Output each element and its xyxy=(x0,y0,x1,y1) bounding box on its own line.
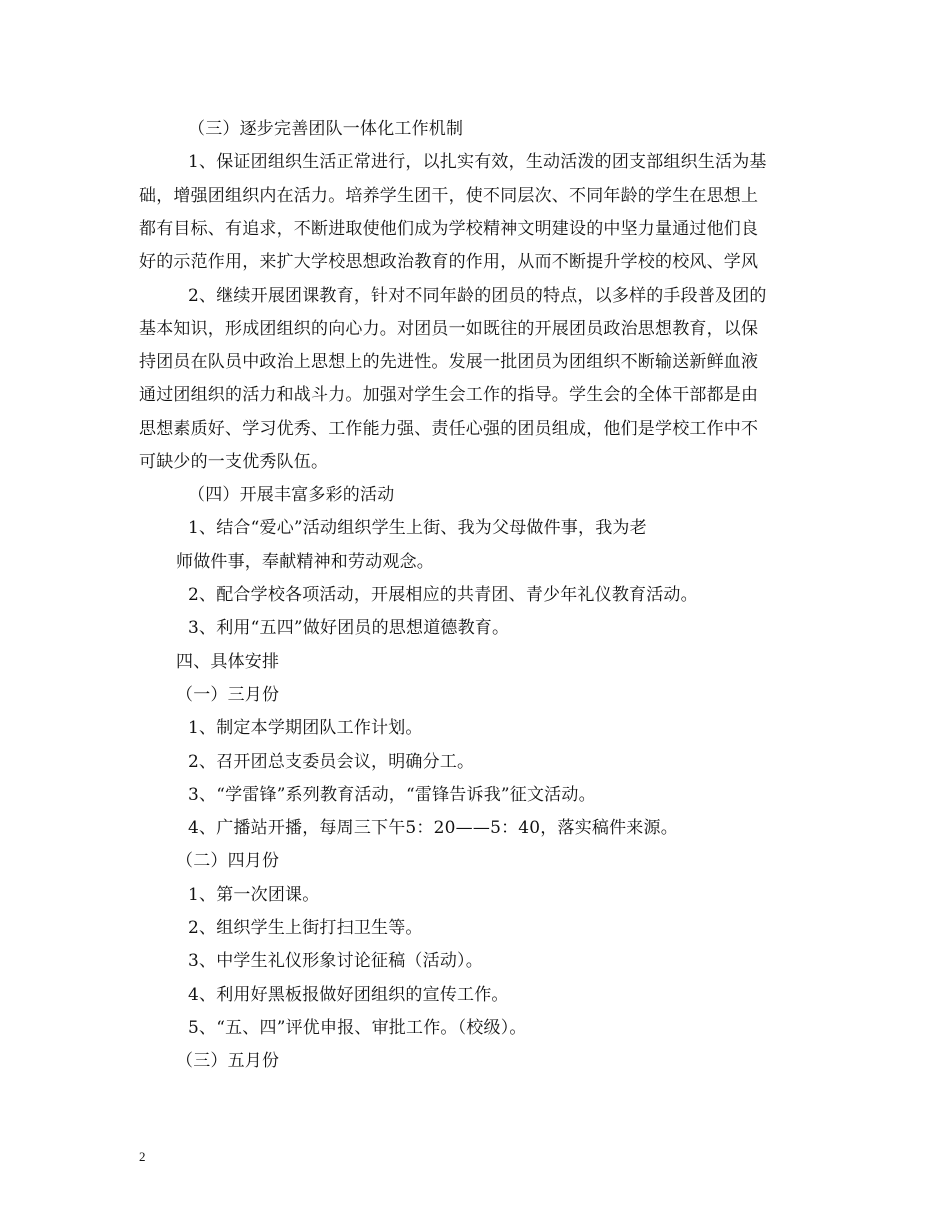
page-number: 2 xyxy=(139,1149,146,1164)
list-item-continuation: 师做件事，奉献精神和劳动观念。 xyxy=(176,552,434,572)
section-heading-3: （三）逐步完善团队一体化工作机制 xyxy=(188,119,464,139)
month-heading-may: （三）五月份 xyxy=(176,1051,280,1071)
list-item: 2、组织学生上街打扫卫生等。 xyxy=(188,918,423,938)
paragraph-line: 1、保证团组织生活正常进行，以扎实有效，生动活泼的团支部组织生活为基 xyxy=(188,152,767,172)
list-item: 4、广播站开播，每周三下午5：20——5：40，落实稿件来源。 xyxy=(188,818,678,838)
paragraph-line: 好的示范作用，来扩大学校思想政治教育的作用，从而不断提升学校的校风、学风 xyxy=(139,252,759,272)
paragraph-line: 持团员在队员中政治上思想上的先进性。发展一批团员为团组织不断输送新鲜血液 xyxy=(139,352,759,372)
list-item: 5、“五、四”评优申报、审批工作。（校级）。 xyxy=(188,1018,527,1038)
list-item: 3、中学生礼仪形象讨论征稿（活动）。 xyxy=(188,951,483,971)
list-item: 3、“学雷锋”系列教育活动，“雷锋告诉我”征文活动。 xyxy=(188,785,596,805)
paragraph-line: 基本知识，形成团组织的向心力。对团员一如既往的开展团员政治思想教育，以保 xyxy=(139,319,759,339)
list-item: 2、配合学校各项活动，开展相应的共青团、青少年礼仪教育活动。 xyxy=(188,585,698,605)
month-heading-march: （一）三月份 xyxy=(176,685,280,705)
list-item: 3、利用“五四”做好团员的思想道德教育。 xyxy=(188,618,510,638)
paragraph-line: 2、继续开展团课教育，针对不同年龄的团员的特点，以多样的手段普及团的 xyxy=(188,286,767,306)
list-item: 2、召开团总支委员会议，明确分工。 xyxy=(188,752,475,772)
paragraph-line: 通过团组织的活力和战斗力。加强对学生会工作的指导。学生会的全体干部都是由 xyxy=(139,385,759,405)
section-heading-4: （四）开展丰富多彩的活动 xyxy=(188,485,395,505)
list-item: 4、利用好黑板报做好团组织的宣传工作。 xyxy=(188,985,509,1005)
section-heading: 四、具体安排 xyxy=(176,652,280,672)
paragraph-line: 思想素质好、学习优秀、工作能力强、责任心强的团员组成，他们是学校工作中不 xyxy=(139,419,759,439)
list-item: 1、结合“爱心”活动组织学生上街、我为父母做件事，我为老 xyxy=(188,518,647,538)
paragraph-line: 都有目标、有追求，不断进取使他们成为学校精神文明建设的中坚力量通过他们良 xyxy=(139,219,759,239)
list-item: 1、第一次团课。 xyxy=(188,885,320,905)
paragraph-line: 可缺少的一支优秀队伍。 xyxy=(139,452,329,472)
list-item: 1、制定本学期团队工作计划。 xyxy=(188,718,423,738)
paragraph-line: 础，增强团组织内在活力。培养学生团干，使不同层次、不同年龄的学生在思想上 xyxy=(139,186,759,206)
month-heading-april: （二）四月份 xyxy=(176,851,280,871)
